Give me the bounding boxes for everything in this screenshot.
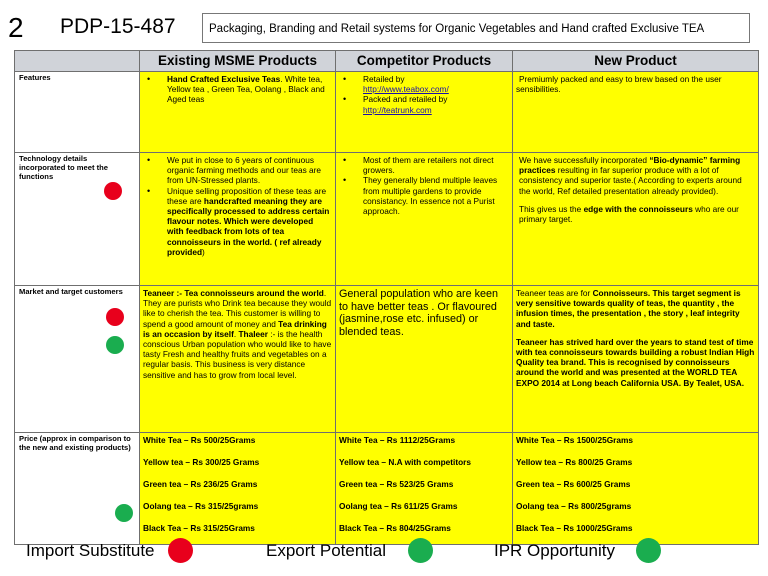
legend-export-potential: Export Potential xyxy=(266,541,387,560)
features-row xyxy=(15,72,759,153)
teatrunk-link[interactable]: http://teatrunk.com xyxy=(363,104,432,115)
list-item: • Hand Crafted Exclusive Teas. White tea, Yellow tea , Green Tea, Oolang , Black and Aged teas xyxy=(143,74,332,105)
header-empty xyxy=(15,51,140,72)
slide-title-box: Packaging, Branding and Retail systems for Organic Vegetables and Hand crafted Exclusive TEA xyxy=(202,13,750,43)
header-row xyxy=(15,51,759,72)
price-existing: White Tea – Rs 500/25Grams Yellow tea – Rs 300/25 Grams Green tea – Rs 236/25 Grams Oolang tea – Rs 315/25grams Black Tea – Rs 315/25Grams xyxy=(140,433,336,545)
project-code: PDP-15-487 xyxy=(60,15,176,38)
list-item: • Unique selling proposition of these teas are these are handcrafted meaning they are specifically processed to address certain flavour notes. Which were developed with feedback from lots of tea connoisseurs in the world. ( ref already provided) xyxy=(143,186,332,257)
list-item: • Retailed by http://www.teabox.com/ xyxy=(339,74,509,94)
list-item: • Packed and retailed by http://teatrunk.com xyxy=(339,94,509,114)
header-new: New Product xyxy=(513,51,759,72)
slide-number: 2 xyxy=(8,12,24,43)
list-item: • They generally blend multiple leaves from multiple gardens to provide consistancy. In essence not a Purist approach. xyxy=(339,175,509,216)
legend-green-dot xyxy=(636,538,661,563)
price-new: White Tea – Rs 1500/25Grams Yellow tea – Rs 800/25 Grams Green tea – Rs 600/25 Grams Oolang tea – Rs 800/25grams Black Tea – Rs 1000/25Grams xyxy=(513,433,759,545)
market-new: Teaneer teas are for Connoisseurs. This target segment is very sensitive towards quality of teas, the quantity , the infusion times, the presentation , the story , leaf integrity and taste. Teaneer has strived hard over the years to stand test of time with tea connoisseurs towards building a robust Indian High Quality tea brand. This is recognised by connoisseurs around the world and was presented at the WORLD TEA EXPO 2014 at Long beach California USA. By Tealet, USA. xyxy=(513,286,759,433)
market-label: Market and target customers xyxy=(15,286,140,433)
legend-red-dot xyxy=(168,538,193,563)
technology-new: We have successfully incorporated “Bio-dynamic” farming practices resulting in far superior produce with a lot of consistency and superior taste.( According to experts around the world, Ref detailed presentation already provided). This gives us the edge with the connoisseurs who are our primary target. xyxy=(513,153,759,286)
legend-green-dot xyxy=(408,538,433,563)
features-competitor xyxy=(336,72,513,153)
import-substitute-red-dot xyxy=(106,308,124,326)
teabox-link[interactable]: http://www.teabox.com/ xyxy=(363,84,449,95)
legend-import-substitute: Import Substitute xyxy=(26,541,155,560)
price-row xyxy=(15,433,759,545)
legend-ipr-opportunity: IPR Opportunity xyxy=(494,541,615,560)
features-label: Features xyxy=(15,72,140,153)
technology-row xyxy=(15,153,759,286)
market-row xyxy=(15,286,759,433)
price-label: Price (approx in comparison to the new and existing products) xyxy=(15,433,140,545)
features-existing xyxy=(140,72,336,153)
export-potential-green-dot xyxy=(115,504,133,522)
price-competitor: White Tea – Rs 1112/25Grams Yellow tea – N.A with competitors Green tea – Rs 523/25 Grams Oolang tea – Rs 611/25 Grams Black Tea – Rs 804/25Grams xyxy=(336,433,513,545)
market-existing: Teaneer :- Tea connoisseurs around the world. They are purists who Drink tea because they would like to cherish the tea. This customer is willing to spend a good amount of money and Tea drinking is an occasion by itself. Thaleer :- is the health conscious Urban population who would like to have tasty Fresh and healthy fruits and vegetables on a regular basis. This business is very distance sensitive and has to grow from local level. xyxy=(140,286,336,433)
technology-competitor xyxy=(336,153,513,286)
export-potential-green-dot xyxy=(106,336,124,354)
technology-label: Technology details incorporated to meet the functions xyxy=(15,153,140,286)
technology-existing xyxy=(140,153,336,286)
market-competitor: General population who are keen to have better teas . Or flavoured (jasmine,rose etc. infused) or blended teas. xyxy=(336,286,513,433)
list-item: • Most of them are retailers not direct growers. xyxy=(339,155,509,175)
header-competitor: Competitor Products xyxy=(336,51,513,72)
features-new: Premiumly packed and easy to brew based on the user sensibilities. xyxy=(513,72,759,153)
import-substitute-red-dot xyxy=(104,182,122,200)
header-existing: Existing MSME Products xyxy=(140,51,336,72)
comparison-table xyxy=(14,50,759,545)
list-item: • We put in close to 6 years of continuous organic farming methods and our teas are from UN-Stressed plants. xyxy=(143,155,332,186)
